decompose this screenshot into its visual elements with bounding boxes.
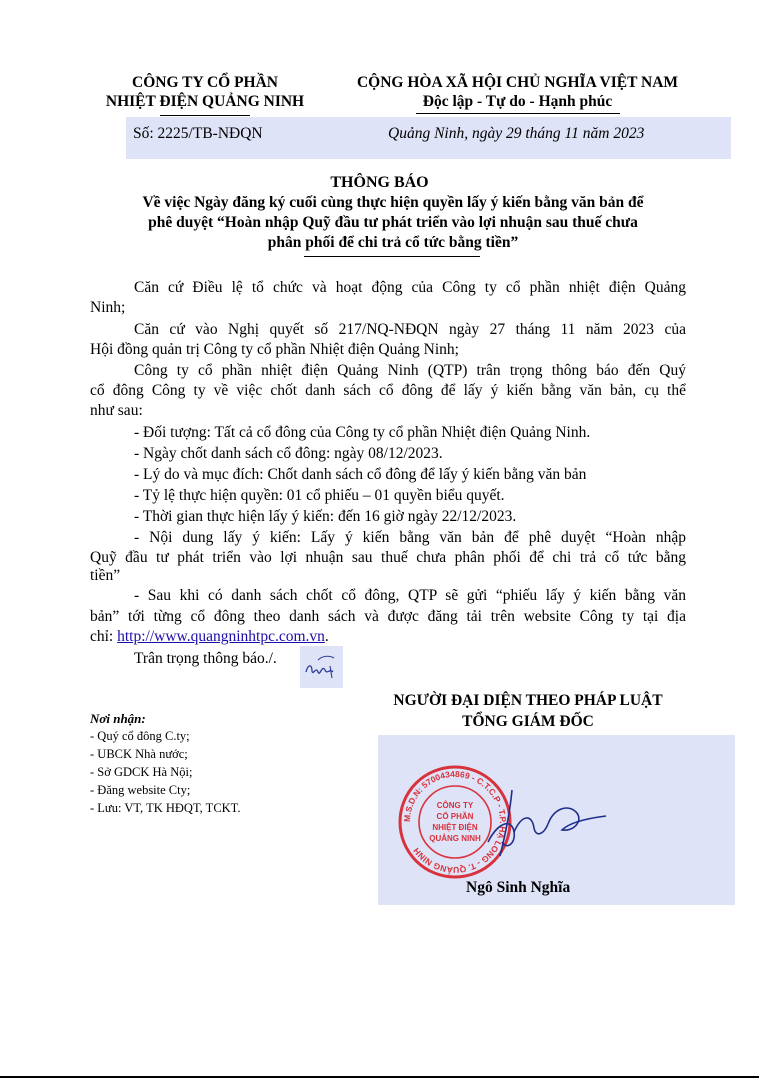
item-content-line1: - Nội dung lấy ý kiến: Lấy ý kiến bằng văn bản để phê duyệt “Hoàn nhập <box>134 529 686 546</box>
initial-signature-icon <box>300 646 343 688</box>
signatory-name: Ngô Sinh Nghĩa <box>466 879 571 896</box>
item-subject: - Đối tượng: Tất cả cổ đông của Công ty cổ phần Nhiệt điện Quảng Ninh. <box>134 424 591 441</box>
notice-subject-line2: phê duyệt “Hoàn nhập Quỹ đầu tư phát triển vào lợi nhuận sau thuế chưa <box>148 214 638 231</box>
signatory-role: NGƯỜI ĐẠI DIỆN THEO PHÁP LUẬT <box>393 692 663 709</box>
company-name-line2: NHIỆT ĐIỆN QUẢNG NINH <box>105 93 305 110</box>
director-signature-icon <box>450 772 610 872</box>
closing-text: Trân trọng thông báo./. <box>134 650 277 667</box>
procedure-line2: bản” tới từng cổ đông theo danh sách và được đăng tải trên website Công ty tại địa <box>90 608 686 625</box>
basis-charter-line1: Căn cứ Điều lệ tổ chức và hoạt động của Công ty cổ phần nhiệt điện Quảng <box>134 279 686 296</box>
item-purpose: - Lý do và mục đích: Chốt danh sách cổ đông để lấy ý kiến bằng văn bản <box>134 466 587 483</box>
recipient-item: - Quý cổ đông C.ty; <box>90 729 190 743</box>
nation-title: CỘNG HÒA XÃ HỘI CHỦ NGHĨA VIỆT NAM <box>356 74 679 91</box>
item-record-date: - Ngày chốt danh sách cổ đông: ngày 08/12/2023. <box>134 445 443 462</box>
seal-center-line1: CÔNG TY <box>436 801 474 810</box>
intro-line3: như sau: <box>90 402 143 419</box>
notice-subject-line1: Về việc Ngày đăng ký cuối cùng thực hiện quyền lấy ý kiến bằng văn bản để <box>142 194 644 211</box>
notice-subject-line3: phân phối để chi trả cổ tức bằng tiền” <box>267 234 519 251</box>
item-content-line3: tiền” <box>90 567 121 584</box>
company-name-underline <box>160 115 250 116</box>
basis-resolution-line1: Căn cứ vào Nghị quyết số 217/NQ-NĐQN ngày 27 tháng 11 năm 2023 của <box>134 321 686 338</box>
doc-number: Số: 2225/TB-NĐQN <box>133 125 263 142</box>
item-content-line2: Quỹ đầu tư phát triển vào lợi nhuận sau thuế chưa phân phối để chi trả cổ tức bằng <box>90 549 686 566</box>
nation-motto-underline <box>416 113 620 114</box>
notice-title: THÔNG BÁO <box>330 174 429 191</box>
company-name-line1: CÔNG TY CỔ PHẦN <box>132 74 278 91</box>
item-deadline: - Thời gian thực hiện lấy ý kiến: đến 16 giờ ngày 22/12/2023. <box>134 508 517 525</box>
intro-line1: Công ty cổ phần nhiệt điện Quảng Ninh (QTP) trân trọng thông báo đến Quý <box>134 362 686 379</box>
title-underline <box>304 256 480 257</box>
signatory-title: TỔNG GIÁM ĐỐC <box>462 713 594 730</box>
procedure-line1: - Sau khi có danh sách chốt cổ đông, QTP sẽ gửi “phiếu lấy ý kiến bằng văn <box>134 587 686 604</box>
basis-charter-line2: Ninh; <box>90 299 126 316</box>
seal-ring-text: M.S.D.N: 5700434869 - C.T.C.P - T.P. HẠ LONG - T. QUẢNG NINH <box>401 768 509 876</box>
seal-center-line3: NHIỆT ĐIỆN <box>432 823 478 832</box>
recipient-item: - Lưu: VT, TK HĐQT, TCKT. <box>90 801 241 815</box>
recipients-heading: Nơi nhận: <box>90 711 146 726</box>
company-website-link[interactable]: http://www.quangninhtpc.com.vn <box>117 628 325 645</box>
basis-resolution-line2: Hội đồng quản trị Công ty cổ phần Nhiệt điện Quảng Ninh; <box>90 341 459 358</box>
procedure-suffix: . <box>324 628 329 645</box>
recipient-item: - UBCK Nhà nước; <box>90 747 188 761</box>
procedure-line3 <box>90 627 686 647</box>
intro-line2: cổ đông Công ty về việc chốt danh sách cổ đông để lấy ý kiến bằng văn bản, cụ thể <box>90 382 686 399</box>
recipient-item: - Sở GDCK Hà Nội; <box>90 765 193 779</box>
seal-center-line4: QUẢNG NINH <box>429 834 481 843</box>
procedure-prefix: chỉ: <box>90 628 118 645</box>
nation-motto: Độc lập - Tự do - Hạnh phúc <box>422 93 613 110</box>
recipient-item: - Đăng website Cty; <box>90 783 191 797</box>
place-date: Quảng Ninh, ngày 29 tháng 11 năm 2023 <box>388 125 645 142</box>
item-ratio: - Tỷ lệ thực hiện quyền: 01 cổ phiếu – 01 quyền biểu quyết. <box>134 487 505 504</box>
seal-center-line2: CỔ PHẦN <box>436 812 474 821</box>
